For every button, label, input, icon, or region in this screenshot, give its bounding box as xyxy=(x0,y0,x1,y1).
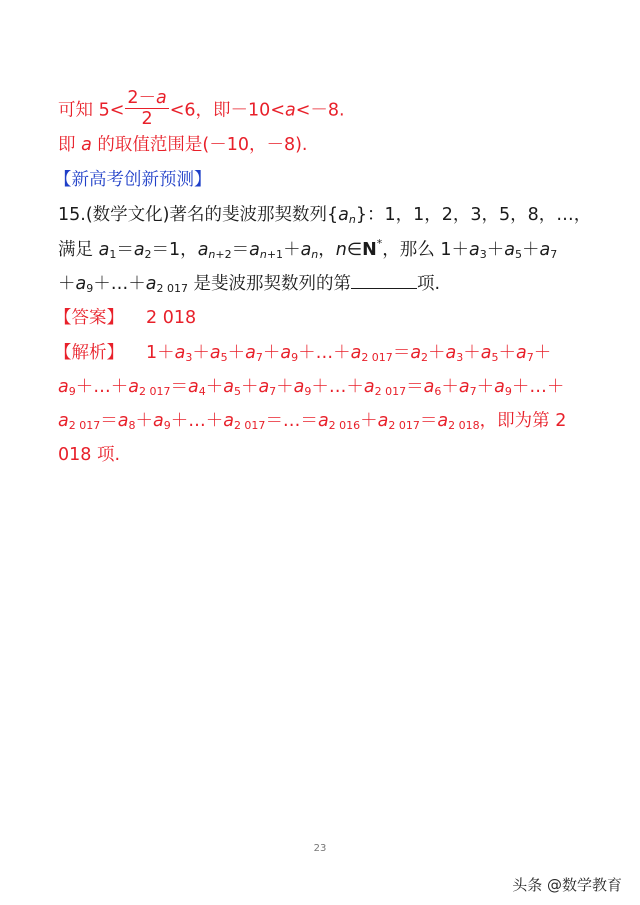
fraction-numerator: 2－a xyxy=(127,88,167,108)
problem-line-3-end: 项. xyxy=(417,274,441,294)
solution-text-post: <6，即－10<a<－8. xyxy=(169,100,345,121)
analysis-line-1: 【解析】 $1+a_3+a_5+a_7+a_9+\dots+a_{2 017}=a_2+a_3+a_5+a_7+$ xyxy=(54,343,552,364)
problem-line-2: 满足 $a_1=a_2=1$，$a_{n+2}=a_{n+1}+a_n$，n∈N*，那么 $1+a_3+a_5+a_7$ xyxy=(58,237,558,261)
answer-blank xyxy=(351,272,417,289)
solution-line-1 xyxy=(58,90,610,131)
analysis-line-2: $a_9+\dots+a_{2 017}=a_4+a_5+a_7+a_9+\dots+a_{2 017}=a_6+a_7+a_9+\dots+$ xyxy=(58,377,565,398)
problem-line-1: 15.(数学文化)著名的斐波那契数列$\{a_n\}$：1，1，2，3，5，8，…， xyxy=(58,205,592,226)
answer-label: 【答案】 xyxy=(54,308,124,328)
solution-text-pre: 可知 5< xyxy=(58,100,125,121)
answer-line xyxy=(54,306,610,330)
page-number: 23 xyxy=(313,843,327,854)
fraction-denominator: 2 xyxy=(141,109,153,129)
fraction xyxy=(125,88,168,129)
solution-line-2: 即 a 的取值范围是(－10，－8). xyxy=(58,135,308,155)
analysis-label: 【解析】 xyxy=(54,343,124,363)
analysis-line-3: $a_{2 017}=a_8+a_9+\dots+a_{2 017}=\dots=a_{2 016}+a_{2 017}=a_{2 018}$，即为第 2 xyxy=(58,411,567,432)
watermark: 头条 @数学教育 xyxy=(512,876,622,894)
answer-value: 2 018 xyxy=(146,308,197,328)
analysis-line-4: 018 项. xyxy=(58,445,121,465)
section-title: 【新高考创新预测】 xyxy=(54,170,212,190)
problem-line-3: $+a_9+\dots+a_{2 017}$ 是斐波那契数列的第 项. xyxy=(58,274,441,295)
